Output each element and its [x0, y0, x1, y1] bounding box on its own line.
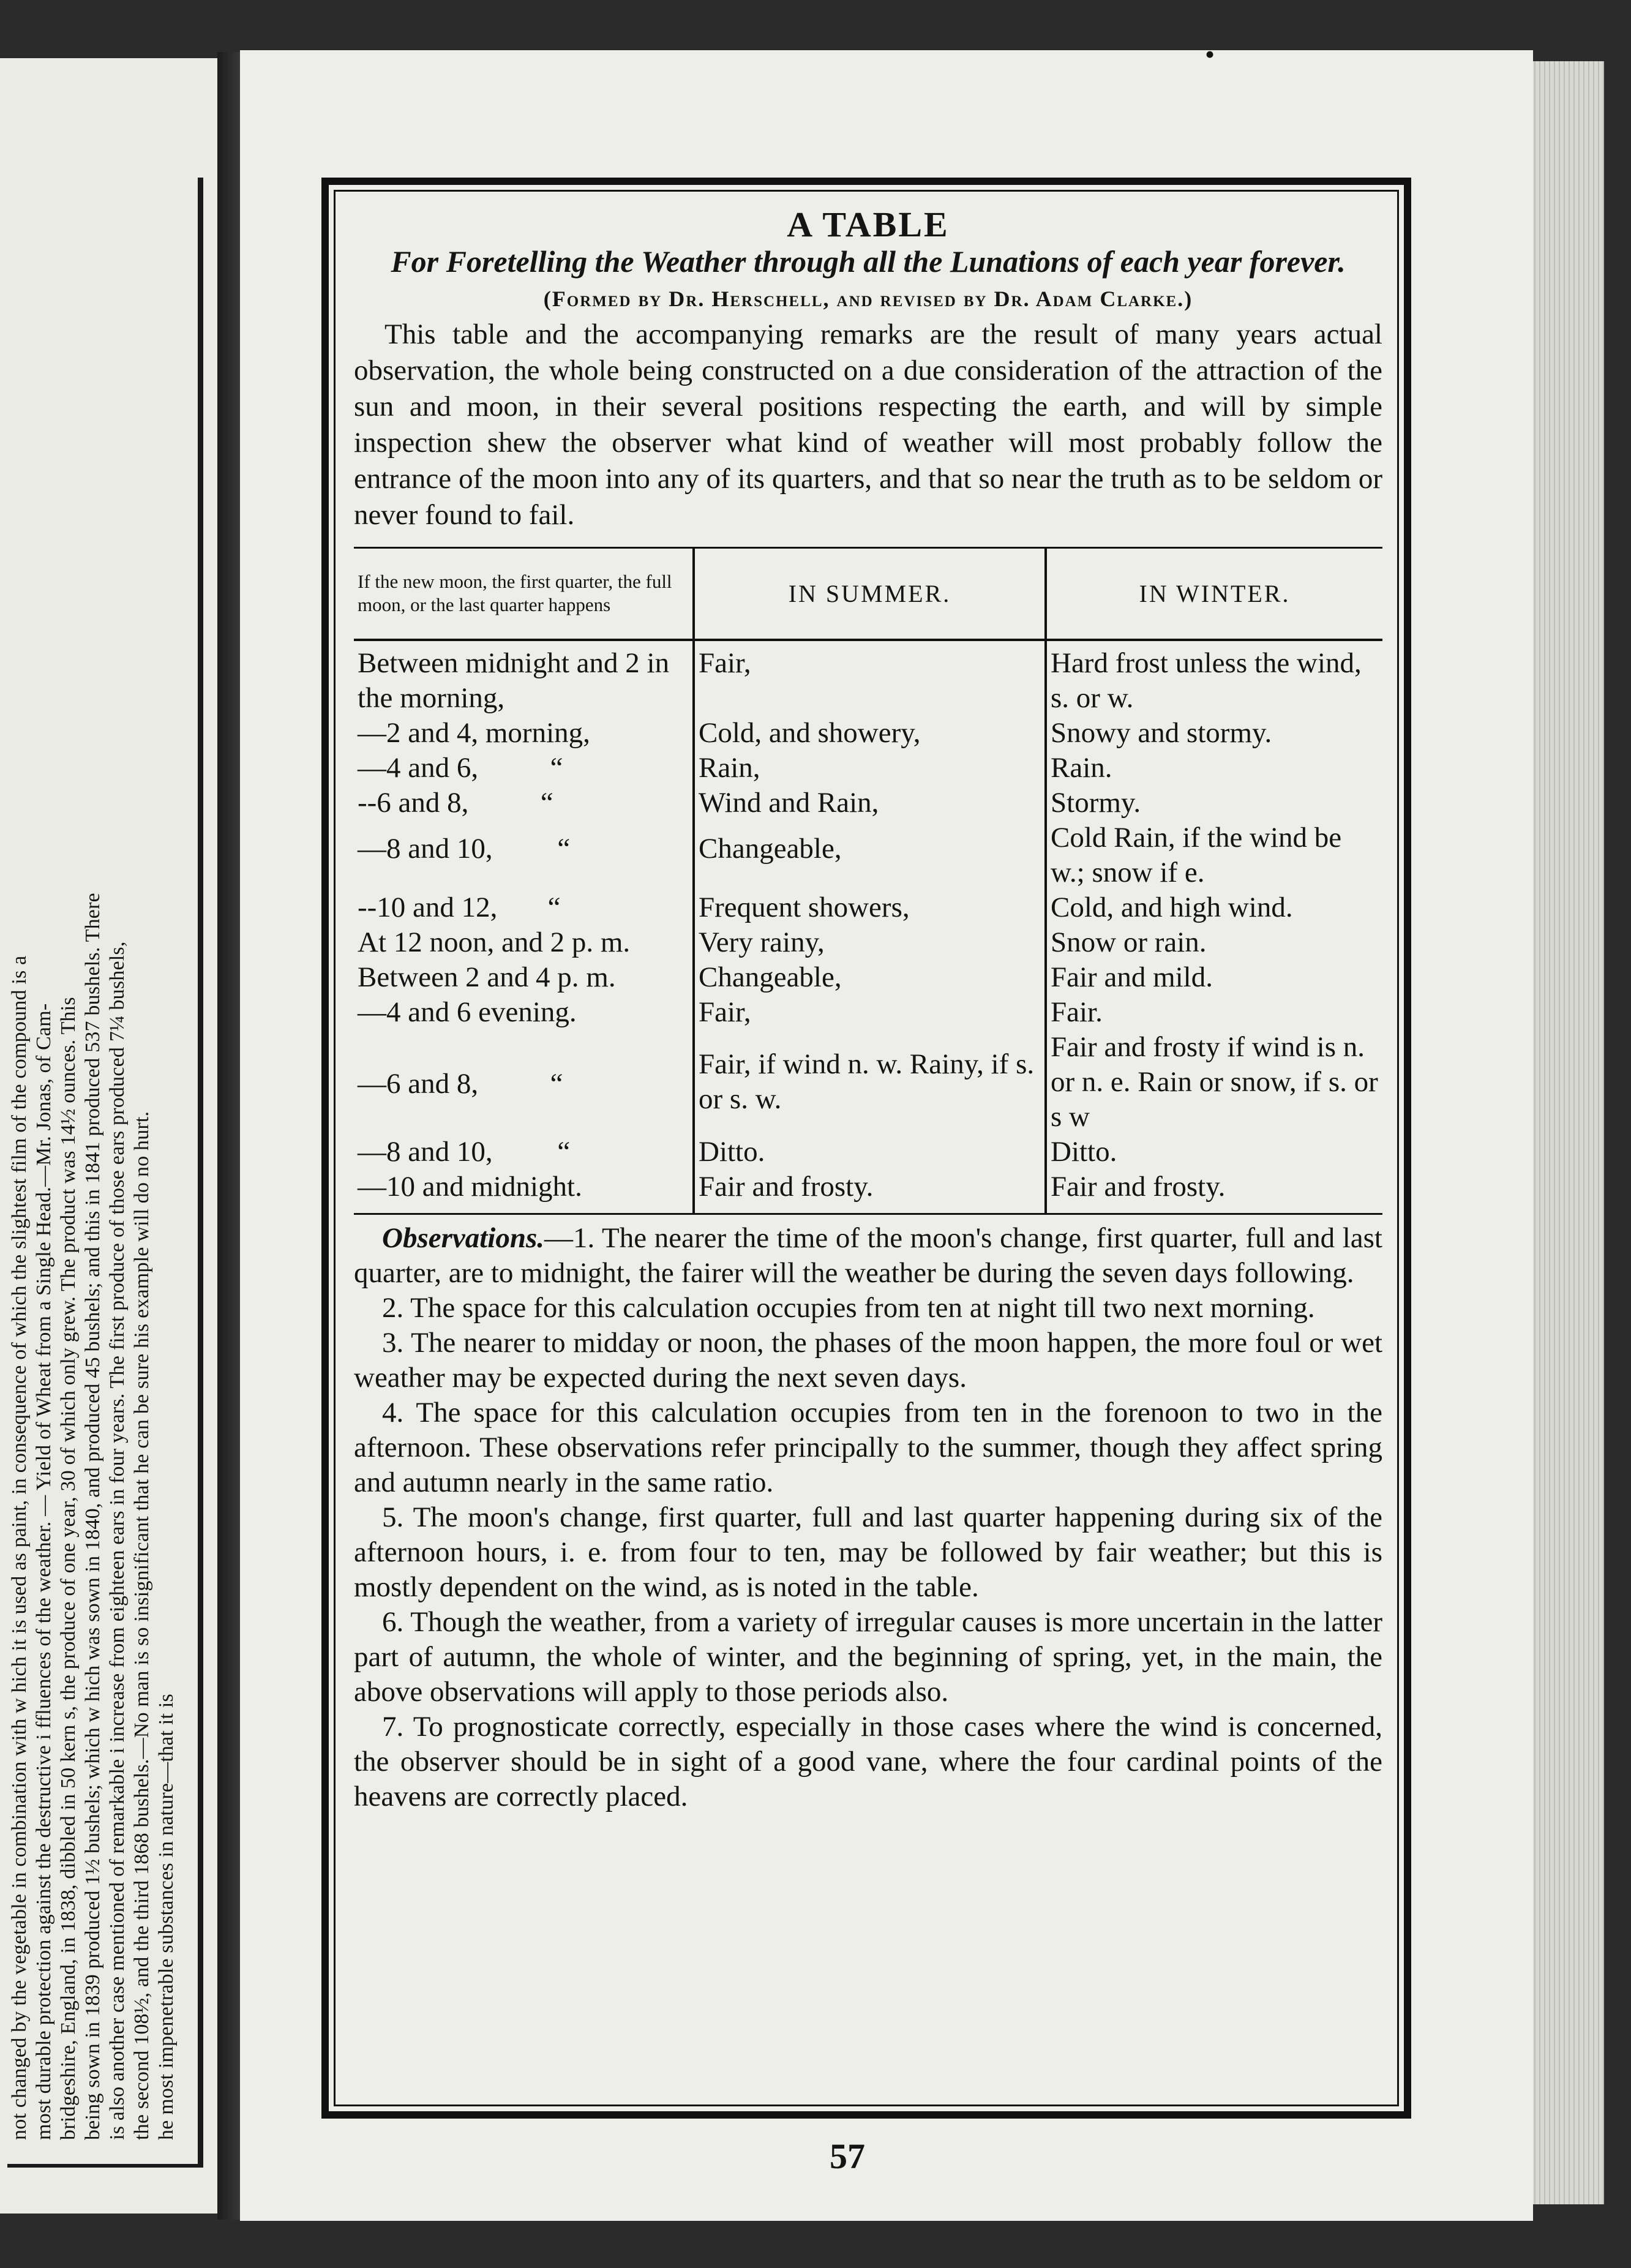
header-winter-column: IN WINTER. [1046, 548, 1382, 640]
observations-heading: Observations. [382, 1222, 545, 1254]
table-row [354, 786, 1382, 820]
table-header-row [354, 548, 1382, 640]
time-cell: —2 and 4, morning, [354, 716, 694, 751]
table-frame-inner [334, 190, 1399, 2106]
observation-paragraph: 4. The space for this calculation occupies from ten in the forenoon to two in the afternoon. These observations refer principally to the summer, though they affect spring and autumn nearly in the same ratio. [354, 1396, 1382, 1498]
winter-cell: Fair and frosty if wind is n. or n. e. Rain or snow, if s. or s w [1051, 1031, 1378, 1133]
summer-cell: Fair, [694, 995, 1046, 1030]
observation-paragraph: 2. The space for this calculation occupies from ten at night till two next morning. [382, 1291, 1315, 1324]
summer-cell: Cold, and showery, [694, 716, 1046, 751]
winter-cell: Cold, and high wind. [1051, 891, 1293, 923]
summer-cell: Very rainy, [694, 925, 1046, 960]
observations-section [354, 1221, 1382, 1814]
observation-text: —1. The nearer the time of the moon's change, first quarter, full and last quarter, are to midnight, the fairer will the weather be during the seven days following. [354, 1222, 1382, 1289]
observation-paragraph: 6. Though the weather, from a variety of irregular causes is more uncertain in the latter part of autumn, the whole of winter, and the beginning of spring, yet, in the main, the above observations will apply to those periods also. [354, 1605, 1382, 1708]
summer-cell: Wind and Rain, [694, 786, 1046, 820]
left-facing-page [0, 58, 217, 2214]
table-row [354, 1170, 1382, 1214]
time-cell: —8 and 10, “ [354, 820, 694, 890]
left-page-line: he most impenetrable substances in nature—that it is [155, 1694, 178, 2140]
table-row [354, 890, 1382, 925]
left-page-line: most durable protection against the destructive i ffluences of the weather. — Yield of Wheat from a Single Head.—Mr. Jonas, of Cam- [32, 1003, 55, 2140]
page-title: A TABLE [787, 205, 950, 244]
winter-cell: Ditto. [1051, 1135, 1117, 1168]
time-cell: —4 and 6 evening. [354, 995, 694, 1030]
table-row [354, 995, 1382, 1030]
left-page-line: bridgeshire, England, in 1838, dibbled in 50 kern s, the produce of one year, 30 of which only grew. The product was 14½ ounces. This [57, 997, 80, 2140]
header-time-column: If the new moon, the first quarter, the full moon, or the last quarter happens [354, 548, 694, 640]
table-row [354, 751, 1382, 786]
summer-cell: Fair and frosty. [694, 1170, 1046, 1214]
intro-paragraph: This table and the accompanying remarks are the result of many years actual observation, the whole being constructed on a due consideration of the attraction of the sun and moon, in their several positions respecting the earth, and will by simple inspection shew the observer what kind of weather will most probably follow the entrance of the moon into any of its quarters, and that so near the truth as to be seldom or never found to fail. [354, 318, 1382, 531]
left-page-line: the second 108½, and the third 1868 bushels.—No man is so insignificant that he can be sure his example will do no hurt. [130, 1111, 153, 2140]
time-cell: --10 and 12, “ [354, 890, 694, 925]
summer-cell: Fair, [694, 640, 1046, 716]
time-cell: —10 and midnight. [354, 1170, 694, 1214]
table-row [354, 1030, 1382, 1135]
print-mark: • [1205, 39, 1215, 70]
summer-cell: Changeable, [694, 820, 1046, 890]
table-row [354, 820, 1382, 890]
winter-cell: Snow or rain. [1051, 926, 1207, 958]
weather-table [354, 547, 1382, 1215]
winter-cell: Fair and mild. [1051, 961, 1213, 993]
table-row [354, 960, 1382, 995]
summer-cell: Rain, [694, 751, 1046, 786]
page-number: 57 [830, 2136, 865, 2176]
winter-cell: Rain. [1051, 751, 1112, 784]
left-page-rotated-text [7, 181, 191, 2165]
time-cell: —4 and 6, “ [354, 751, 694, 786]
page-gutter-shadow [217, 52, 242, 2220]
summer-cell: Changeable, [694, 960, 1046, 995]
left-page-line: is also another case mentioned of remarkable i increase from eighteen ears in four years. The first produce of those ears produced 7¼ bushels, [106, 941, 129, 2140]
table-row [354, 1135, 1382, 1170]
credit-line: (Formed by Dr. Herschell, and revised by Dr. Adam Clarke.) [543, 287, 1193, 311]
observation-paragraph: 5. The moon's change, first quarter, full and last quarter happening during six of the afternoon hours, i. e. from four to ten, may be followed by fair weather; but this is mostly dependent on the wind, as is noted in the table. [354, 1501, 1382, 1603]
table-frame [321, 178, 1411, 2119]
time-cell: At 12 noon, and 2 p. m. [354, 925, 694, 960]
observation-paragraph: 7. To prognosticate correctly, especially in those cases where the wind is concerned, the observer should be in sight of a good vane, where the four cardinal points of the heavens are correctly placed. [354, 1710, 1382, 1812]
summer-cell: Frequent showers, [694, 890, 1046, 925]
header-summer-column: IN SUMMER. [694, 548, 1046, 640]
table-row [354, 640, 1382, 716]
left-page-line: being sown in 1839 produced 1½ bushels; which w hich was sown in 1840, and produced 45 bushels; and this in 1841 produced 537 bushels. There [81, 893, 104, 2140]
winter-cell: Hard frost unless the wind, s. or w. [1051, 647, 1362, 714]
winter-cell: Snowy and stormy. [1051, 716, 1272, 749]
page-edge-stack [1531, 61, 1604, 2204]
table-row [354, 925, 1382, 960]
summer-cell: Fair, if wind n. w. Rainy, if s. or s. w. [694, 1030, 1046, 1135]
winter-cell: Fair. [1051, 996, 1103, 1028]
winter-cell: Stormy. [1051, 786, 1141, 819]
time-cell: —8 and 10, “ [354, 1135, 694, 1170]
page-subtitle: For Foretelling the Weather through all the Lunations of each year forever. [391, 244, 1346, 279]
observation-paragraph [354, 1221, 1382, 1291]
winter-cell: Cold Rain, if the wind be w.; snow if e. [1051, 821, 1342, 888]
time-cell: --6 and 8, “ [354, 786, 694, 820]
summer-cell: Ditto. [694, 1135, 1046, 1170]
left-page-line: not changed by the vegetable in combination with w hich it is used as paint, in consequence of which the slightest film of the compound is a [8, 955, 31, 2140]
table-row [354, 716, 1382, 751]
time-cell: —6 and 8, “ [354, 1030, 694, 1135]
winter-cell: Fair and frosty. [1046, 1170, 1382, 1214]
observation-paragraph: 3. The nearer to midday or noon, the phases of the moon happen, the more foul or wet weather may be expected during the next seven days. [354, 1326, 1382, 1394]
time-cell: Between midnight and 2 in the morning, [354, 640, 694, 716]
time-cell: Between 2 and 4 p. m. [354, 960, 694, 995]
